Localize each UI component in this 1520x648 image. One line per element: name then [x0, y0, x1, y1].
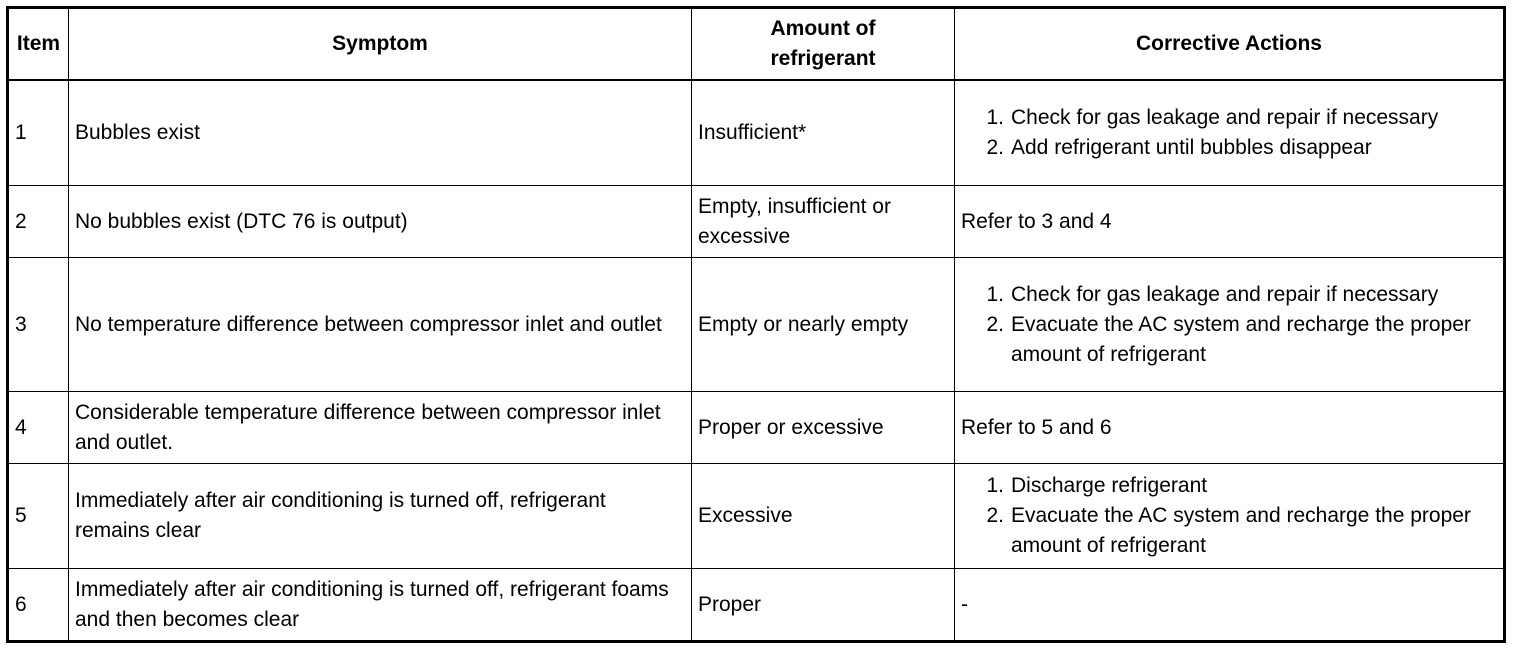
- action-step: Evacuate the AC system and recharge the proper amount of refrigerant: [1011, 312, 1471, 366]
- table-row: [8, 80, 1505, 186]
- actions-cell: -: [955, 569, 1505, 642]
- refrigerant-diagnosis-table: [6, 6, 1506, 643]
- amount-cell: Proper: [692, 569, 955, 642]
- symptom-cell: Immediately after air conditioning is turned off, refrigerant remains clear: [69, 464, 692, 569]
- item-number: 2: [8, 186, 69, 258]
- table-row: [8, 569, 1505, 642]
- action-steps: [961, 471, 1497, 561]
- actions-cell: [955, 464, 1505, 569]
- table-row: [8, 258, 1505, 392]
- table-row: [8, 392, 1505, 464]
- actions-cell: [955, 80, 1505, 186]
- item-number: 6: [8, 569, 69, 642]
- table-row: [8, 464, 1505, 569]
- action-step: Add refrigerant until bubbles disappear: [1011, 136, 1372, 159]
- actions-cell: Refer to 5 and 6: [955, 392, 1505, 464]
- actions-cell: [955, 258, 1505, 392]
- action-step: Evacuate the AC system and recharge the proper amount of refrigerant: [1011, 504, 1471, 557]
- symptom-column-header: Symptom: [69, 8, 692, 81]
- item-number: 3: [8, 258, 69, 392]
- action-steps: [961, 103, 1497, 163]
- header-row: [8, 8, 1505, 81]
- action-steps: [961, 280, 1497, 370]
- amount-column-header: Amount of refrigerant: [692, 8, 955, 81]
- amount-cell: Excessive: [692, 464, 955, 569]
- symptom-cell: Considerable temperature difference between compressor inlet and outlet.: [69, 392, 692, 464]
- symptom-cell: No temperature difference between compressor inlet and outlet: [69, 258, 692, 392]
- item-number: 5: [8, 464, 69, 569]
- action-step: Check for gas leakage and repair if necessary: [1011, 282, 1439, 306]
- item-number: 4: [8, 392, 69, 464]
- amount-cell: Proper or excessive: [692, 392, 955, 464]
- item-number: 1: [8, 80, 69, 186]
- actions-cell: Refer to 3 and 4: [955, 186, 1505, 258]
- actions-column-header: Corrective Actions: [955, 8, 1505, 81]
- item-column-header: Item: [8, 8, 69, 81]
- symptom-cell: No bubbles exist (DTC 76 is output): [69, 186, 692, 258]
- amount-cell: Empty or nearly empty: [692, 258, 955, 392]
- action-step: Discharge refrigerant: [1011, 474, 1208, 497]
- amount-cell: Insufficient*: [692, 80, 955, 186]
- table-row: [8, 186, 1505, 258]
- action-step: Check for gas leakage and repair if necessary: [1011, 106, 1439, 129]
- symptom-cell: Immediately after air conditioning is turned off, refrigerant foams and then becomes clear: [69, 569, 692, 642]
- amount-cell: Empty, insufficient or excessive: [692, 186, 955, 258]
- symptom-cell: Bubbles exist: [69, 80, 692, 186]
